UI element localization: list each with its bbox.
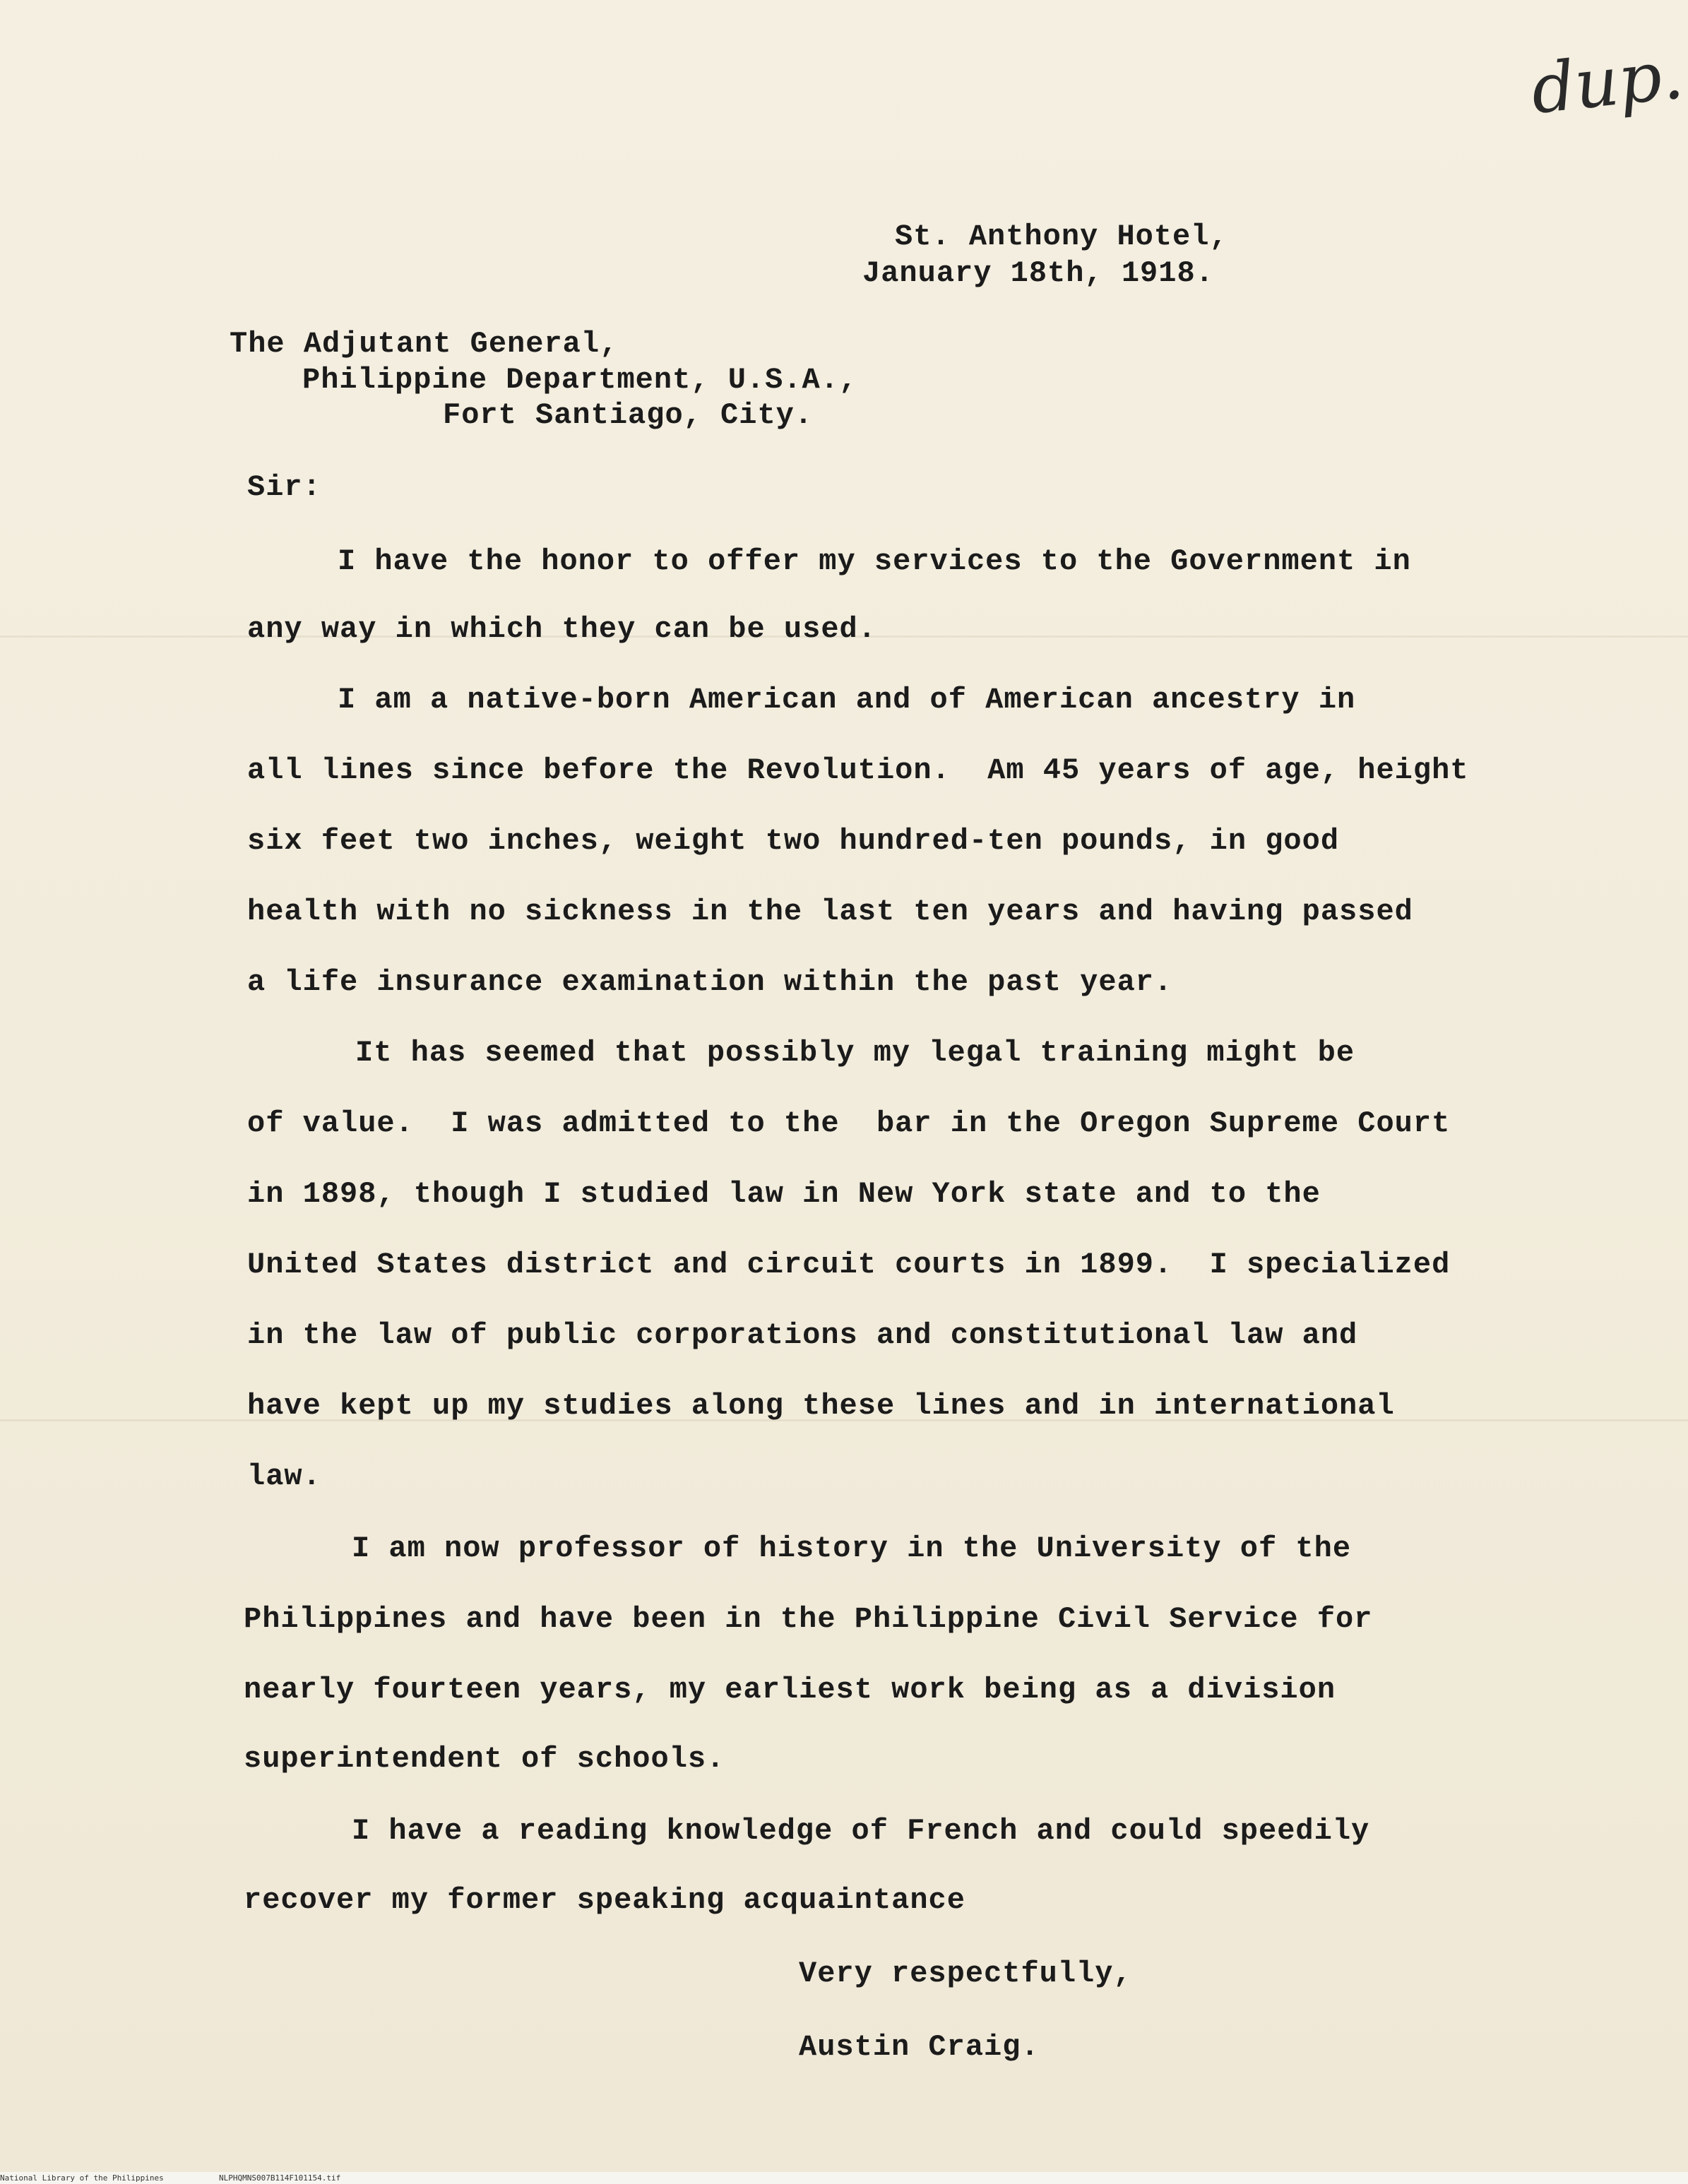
body-line: in 1898, though I studied law in New York state and to the <box>247 1177 1321 1211</box>
recipient-address: Fort Santiago, City. <box>443 398 814 432</box>
body-line: I am a native-born American and of American ancestry in <box>338 683 1356 717</box>
body-line: recover my former speaking acquaintance <box>244 1883 965 1917</box>
recipient-title: The Adjutant General, <box>230 327 619 361</box>
body-line: all lines since before the Revolution. Am 45 years of age, height <box>247 753 1469 787</box>
recipient-department: Philippine Department, U.S.A., <box>302 363 858 397</box>
body-line: nearly fourteen years, my earliest work being as a division <box>244 1673 1336 1707</box>
body-line: superintendent of schools. <box>244 1742 725 1776</box>
body-line: of value. I was admitted to the bar in the Oregon Supreme Court <box>247 1106 1451 1140</box>
body-line: I have a reading knowledge of French and could speedily <box>352 1814 1370 1848</box>
body-line: health with no sickness in the last ten years and having passed <box>247 895 1413 929</box>
footer-filename: NLPHQMNS007B114F101154.tif <box>219 2173 341 2183</box>
handwritten-annotation: dup. <box>1527 35 1687 129</box>
footer-library: National Library of the Philippines <box>0 2173 164 2183</box>
body-line: I am now professor of history in the University of the <box>352 1532 1352 1565</box>
salutation: Sir: <box>247 470 321 504</box>
body-line: have kept up my studies along these lines and in international <box>247 1389 1395 1423</box>
body-line: law. <box>247 1460 321 1493</box>
letterhead-place: St. Anthony Hotel, <box>895 220 1228 253</box>
body-line: six feet two inches, weight two hundred-ten pounds, in good <box>247 824 1340 858</box>
letter-date: January 18th, 1918. <box>862 256 1214 290</box>
body-line: in the law of public corporations and constitutional law and <box>247 1318 1358 1352</box>
scan-footer <box>0 2172 1688 2184</box>
body-line: I have the honor to offer my services to the Government in <box>338 544 1411 578</box>
body-line: Philippines and have been in the Philippine Civil Service for <box>244 1602 1373 1636</box>
signature: Austin Craig. <box>799 2030 1040 2064</box>
closing: Very respectfully, <box>799 1957 1132 1991</box>
body-line: a life insurance examination within the past year. <box>247 965 1173 999</box>
body-line: United States district and circuit courts in 1899. I specialized <box>247 1248 1451 1282</box>
body-line: It has seemed that possibly my legal training might be <box>355 1036 1355 1070</box>
body-line: any way in which they can be used. <box>247 612 876 646</box>
